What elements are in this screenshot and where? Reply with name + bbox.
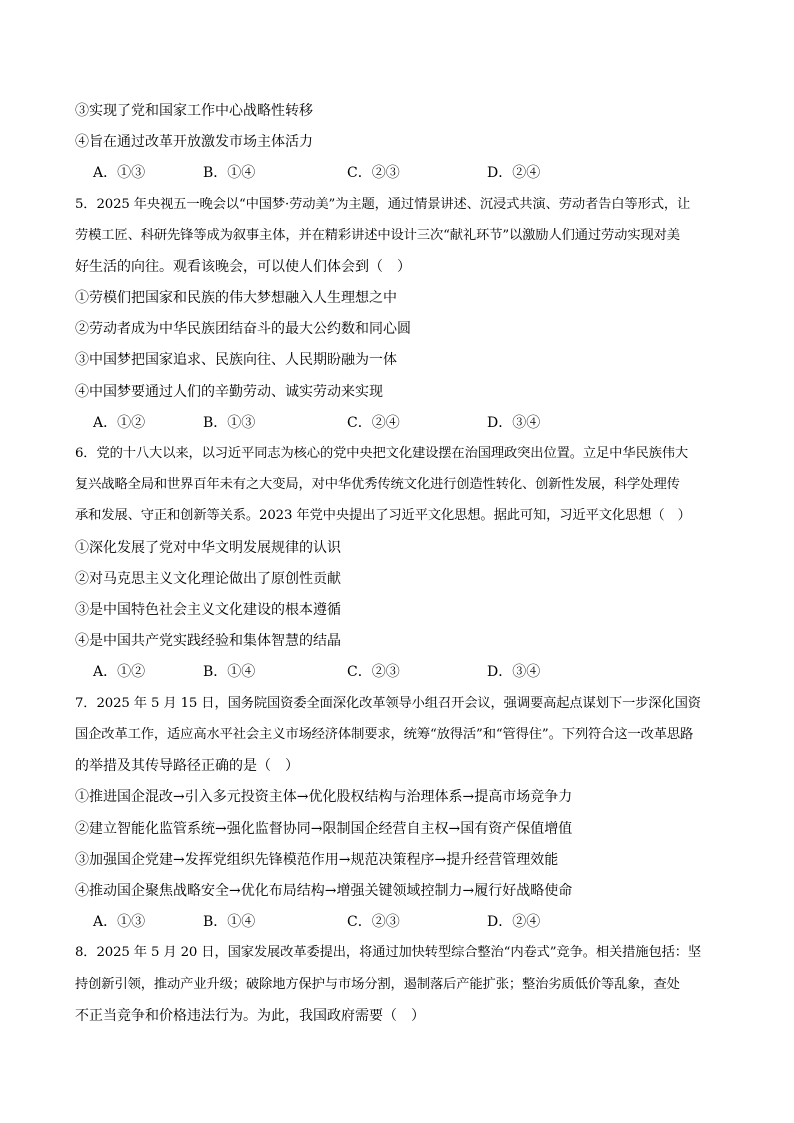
q6-stem-line-3: 承和发展、守正和创新等关系。2023 年党中央提出了习近平文化思想。据此可知，习近平文化思想（ ） xyxy=(75,508,691,523)
q6-option-c[interactable]: C．②③ xyxy=(347,664,400,680)
q7-item-2: ②建立智能化监管系统→强化监督协同→限制国企经营自主权→国有资产保值增值 xyxy=(75,821,573,837)
q5-item-3: ③中国梦把国家追求、民族向往、人民期盼融为一体 xyxy=(75,352,397,368)
q5-stem-line-2: 劳模工匠、科研先锋等成为叙事主体，并在精彩讲述中设计三次“献礼环节”以激励人们通过劳动实现对美 xyxy=(75,228,680,243)
q7-item-3: ③加强国企党建→发挥党组织先锋模范作用→规范决策程序→提升经营管理效能 xyxy=(75,852,559,868)
q7-stem-line-1: 7．2025 年 5 月 15 日，国务院国资委全面深化改革领导小组召开会议，强调要高起点谋划下一步深化国资 xyxy=(75,696,701,711)
q6-option-a[interactable]: A．①② xyxy=(93,664,146,680)
q4-option-d[interactable]: D．②④ xyxy=(487,165,541,181)
q6-option-b[interactable]: B．①④ xyxy=(203,664,256,680)
q4-option-c[interactable]: C．②③ xyxy=(347,165,400,181)
q8-stem-line-1: 8．2025 年 5 月 20 日，国家发展改革委提出，将通过加快转型综合整治“内卷式”竞争。相关措施包括：坚 xyxy=(75,945,702,960)
q8-stem-line-2: 持创新引领，推动产业升级；破除地方保护与市场分割，遏制落后产能扩张；整治劣质低价等乱象，查处 xyxy=(75,977,680,992)
q5-options xyxy=(93,413,593,433)
q7-option-b[interactable]: B．①④ xyxy=(203,914,256,930)
q4-option-a[interactable]: A．①③ xyxy=(93,165,146,181)
q4-item-4: ④旨在通过改革开放激发市场主体活力 xyxy=(75,134,313,150)
q7-stem-line-3: 的举措及其传导路径正确的是（ ） xyxy=(75,758,299,774)
q6-item-1: ①深化发展了党对中华文明发展规律的认识 xyxy=(75,540,341,556)
q5-option-c[interactable]: C．②④ xyxy=(347,415,400,431)
q7-options xyxy=(93,912,593,932)
q7-option-c[interactable]: C．②③ xyxy=(347,914,400,930)
q5-stem-line-3: 好生活的向往。观看该晚会，可以使人们体会到（ ） xyxy=(75,259,411,275)
q4-option-b[interactable]: B．①④ xyxy=(203,165,256,181)
q8-stem-line-3: 不正当竞争和价格违法行为。为此，我国政府需要（ ） xyxy=(75,1008,425,1024)
q7-item-1: ①推进国企混改→引入多元投资主体→优化股权结构与治理体系→提高市场竞争力 xyxy=(75,789,573,805)
q5-option-b[interactable]: B．①③ xyxy=(203,415,256,431)
q6-item-2: ②对马克思主义文化理论做出了原创性贡献 xyxy=(75,571,341,587)
q5-item-2: ②劳动者成为中华民族团结奋斗的最大公约数和同心圆 xyxy=(75,321,411,337)
q6-stem-line-2: 复兴战略全局和世界百年未有之大变局，对中华优秀传统文化进行创造性转化、创新性发展，科学处理传 xyxy=(75,477,680,492)
q7-option-a[interactable]: A．①③ xyxy=(93,914,146,930)
q7-option-d[interactable]: D．②④ xyxy=(487,914,541,930)
q4-options xyxy=(93,163,593,183)
q7-item-4: ④推动国企聚焦战略安全→优化布局结构→增强关键领域控制力→履行好战略使命 xyxy=(75,883,573,899)
q6-option-d[interactable]: D．③④ xyxy=(487,664,541,680)
q5-option-d[interactable]: D．③④ xyxy=(487,415,541,431)
q4-item-3: ③实现了党和国家工作中心战略性转移 xyxy=(75,103,313,119)
q6-stem-line-1: 6．党的十八大以来，以习近平同志为核心的党中央把文化建设摆在治国理政突出位置。立足中华民族伟大 xyxy=(75,446,689,461)
q6-item-4: ④是中国共产党实践经验和集体智慧的结晶 xyxy=(75,633,341,649)
q7-stem-line-2: 国企改革工作，适应高水平社会主义市场经济体制要求，统筹“放得活”和“管得住”。下列符合这一改革思路 xyxy=(75,727,694,742)
q6-options xyxy=(93,662,593,682)
q5-stem-line-1: 5．2025 年央视五一晚会以“中国梦·劳动美”为主题，通过情景讲述、沉浸式共演、劳动者告白等形式，让 xyxy=(75,197,691,212)
q5-option-a[interactable]: A．①② xyxy=(93,415,146,431)
q6-item-3: ③是中国特色社会主义文化建设的根本遵循 xyxy=(75,602,341,618)
q5-item-4: ④中国梦要通过人们的辛勤劳动、诚实劳动来实现 xyxy=(75,384,383,400)
q5-item-1: ①劳模们把国家和民族的伟大梦想融入人生理想之中 xyxy=(75,290,397,306)
